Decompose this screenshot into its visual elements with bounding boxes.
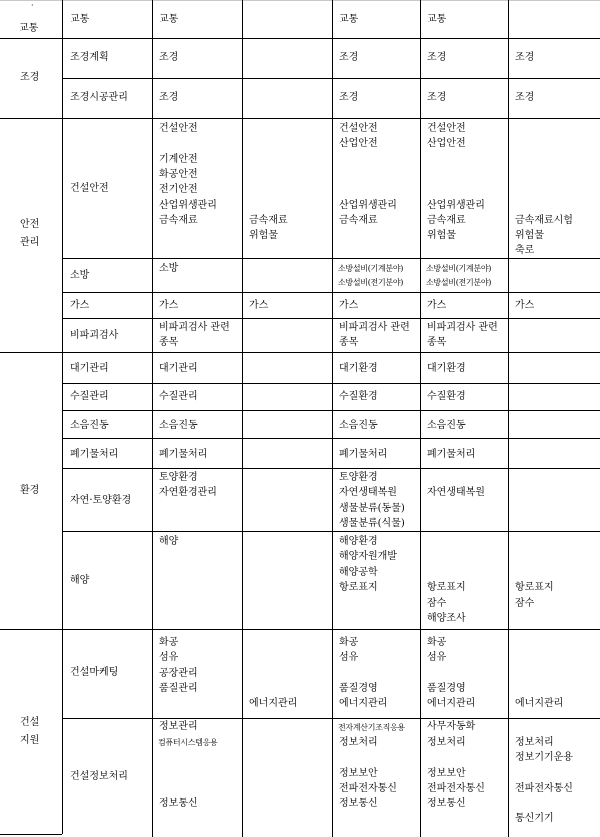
table-cell: 위험물 [427,230,456,241]
table-cell: 정보보안 [339,768,378,779]
table-cell: 잠수 [427,598,447,609]
table-cell: 금속재료시험 [515,215,573,226]
table-cell: 생물분류(식물) [339,518,405,529]
table-cell: 해양공학 [339,567,378,578]
table-cell: 종목 [339,337,359,348]
header-cell: 교통 [159,14,179,25]
table-cell: 화공 [159,637,179,648]
col-rule [62,0,63,834]
table-cell: 위험물 [249,230,278,241]
table-cell: 해양환경 [339,536,378,547]
table-cell: 가스 [515,300,535,311]
col-rule [152,0,153,837]
table-cell: 정보기기운용 [515,752,573,763]
table-cell: 전파전자통신 [427,783,485,794]
row-name: 건설정보처리 [70,771,128,782]
table-cell: 금속재료 [339,215,378,226]
table-cell: 소음진동 [427,420,466,431]
header-cell: 교통 [339,14,359,25]
table-cell: 정보처리 [427,737,466,748]
row-rule [62,78,600,79]
table-cell: 종목 [159,337,179,348]
row-rule [0,118,600,119]
table-cell: 산업위생관리 [159,200,217,211]
table-cell: 자연생태복원 [427,487,485,498]
table-cell: 조경 [339,52,359,63]
table-cell: 금속재료 [159,215,198,226]
group-label-safety: 안전 [20,219,40,230]
row-rule [0,629,600,630]
table-cell: 조경 [339,92,359,103]
table-cell: 폐기물처리 [159,449,208,460]
table-cell: 가스 [249,300,269,311]
table-cell: 섬유 [427,652,447,663]
table-cell: 정보처리 [515,737,554,748]
table-cell: 소방설비(기계분야) [426,264,492,273]
table-cell: 가스 [339,300,359,311]
row-rule [0,352,600,353]
table-cell: 정보처리 [339,737,378,748]
group-label-environment: 환경 [20,485,40,496]
row-name: 조경시공관리 [70,92,128,103]
table-cell: 항로표지 [515,582,554,593]
table-cell: 비파괴검사 관련 [427,322,498,333]
row-name: 폐기물처리 [70,449,119,460]
table-cell: 화공 [427,637,447,648]
table-cell: 기계안전 [159,154,198,165]
table-cell: 토양환경 [339,472,378,483]
table-cell: 대기관리 [159,363,198,374]
row-rule [62,318,600,319]
table-cell: 에너지관리 [339,698,388,709]
group-label-support: 지원 [20,735,40,746]
table-cell: 종목 [427,337,447,348]
table-cell: 산업안전 [339,138,378,149]
table-cell: 소방설비(전기분야) [338,278,404,287]
table-cell: 소방설비(기계분야) [338,264,404,273]
table-cell: 품질경영 [339,683,378,694]
table-cell: 대기환경 [427,363,466,374]
row-rule [62,292,600,293]
row-rule [62,718,600,719]
table-cell: 섬유 [339,652,359,663]
table-cell: 조경 [427,92,447,103]
table-cell: 자연환경관리 [159,487,217,498]
table-cell: 조경 [427,52,447,63]
table-cell: 금속재료 [427,215,466,226]
table-cell: 폐기물처리 [427,449,476,460]
table-cell: 컴퓨터시스템응용 [158,738,218,747]
row-name: 해양 [70,575,90,586]
col-rule [332,0,333,837]
table-cell: 건설안전 [159,123,198,134]
table-cell: 항로표지 [339,582,378,593]
row-name: 자연·토양환경 [70,495,132,506]
table-cell: 정보관리 [159,721,198,732]
table-cell: 대기환경 [339,363,378,374]
table-cell: 해양자원개발 [339,551,397,562]
table-cell: 위험물 [515,230,544,241]
row-name: 비파괴검사 [70,330,119,341]
header-cell: 교통 [70,14,90,25]
table-cell: 금속재료 [249,215,288,226]
table-cell: 해양조사 [427,613,466,624]
table-cell: 화공안전 [159,169,198,180]
row-rule [62,410,600,411]
table-cell: 건설안전 [339,123,378,134]
row-rule [62,468,600,469]
table-cell: 사무자동화 [427,721,476,732]
table-cell: 에너지관리 [249,698,298,709]
table-cell: 항로표지 [427,582,466,593]
table-cell: 수질환경 [339,391,378,402]
table-cell: 소음진동 [339,420,378,431]
row-name: 건설마케팅 [70,667,119,678]
table-cell: 축로 [515,245,535,256]
header-cell: 교통 [427,14,447,25]
row-name: 가스 [70,300,90,311]
row-rule [62,438,600,439]
table-cell: 전파전자통신 [339,783,397,794]
table-cell: 전파전자통신 [515,783,573,794]
group-label-safety: 관리 [20,237,40,248]
table-cell: 산업위생관리 [427,200,485,211]
table-cell: 소방설비(전기분야) [426,278,492,287]
table-cell: 토양환경 [159,472,198,483]
table-top-rule [0,0,600,1]
table-cell: 에너지관리 [427,698,476,709]
col-rule [420,0,421,837]
table-cell: 가스 [159,300,179,311]
table-cell: 조경 [515,52,535,63]
table-cell: 조경 [159,92,179,103]
table-cell: 화공 [339,637,359,648]
group-label-support: 건설 [20,717,40,728]
table-cell: 정보보안 [427,768,466,779]
header-dot: · [31,1,34,10]
table-cell: 통신기기 [515,813,554,824]
table-cell: 가스 [427,300,447,311]
table-bottom-rule [0,834,62,835]
header-cell: 교통 [19,23,39,34]
table-cell: 정보통신 [339,798,378,809]
group-label-landscape: 조경 [20,72,40,83]
table-cell: 자연생태복원 [339,487,397,498]
table-cell: 수질환경 [427,391,466,402]
table-cell: 에너지관리 [515,698,564,709]
table-cell: 수질관리 [159,391,198,402]
table-cell: 품질관리 [159,683,198,694]
table-cell: 조경 [515,92,535,103]
table-cell: 섬유 [159,652,179,663]
row-rule [62,258,600,259]
table-cell: 정보통신 [427,798,466,809]
row-rule [62,383,600,384]
table-cell: 소음진동 [159,420,198,431]
table-cell: 전기안전 [159,184,198,195]
table-cell: 소방 [159,263,179,274]
table-cell: 산업안전 [427,138,466,149]
table-cell: 산업위생관리 [339,200,397,211]
row-rule [0,38,600,39]
table-cell: 비파괴검사 관련 [339,322,410,333]
row-name: 조경계획 [70,52,109,63]
table-cell: 비파괴검사 관련 [159,322,230,333]
table-cell: 잠수 [515,598,535,609]
row-name: 소방 [70,270,90,281]
col-rule [508,0,509,837]
row-rule [62,531,600,532]
table-cell: 조경 [159,52,179,63]
col-rule [242,0,243,837]
row-name: 소음진동 [70,420,109,431]
table-cell: 품질경영 [427,683,466,694]
table-cell: 건설안전 [427,123,466,134]
table-cell: 공장관리 [159,668,198,679]
row-name: 대기관리 [70,363,109,374]
table-cell: 폐기물처리 [339,449,388,460]
table-cell: 정보통신 [159,798,198,809]
table-cell: 생물분류(동물) [339,503,405,514]
row-name: 수질관리 [70,391,109,402]
table-cell: 해양 [159,536,179,547]
row-name: 건설안전 [70,183,109,194]
table-cell: 전자계산기조직응용 [338,723,405,732]
